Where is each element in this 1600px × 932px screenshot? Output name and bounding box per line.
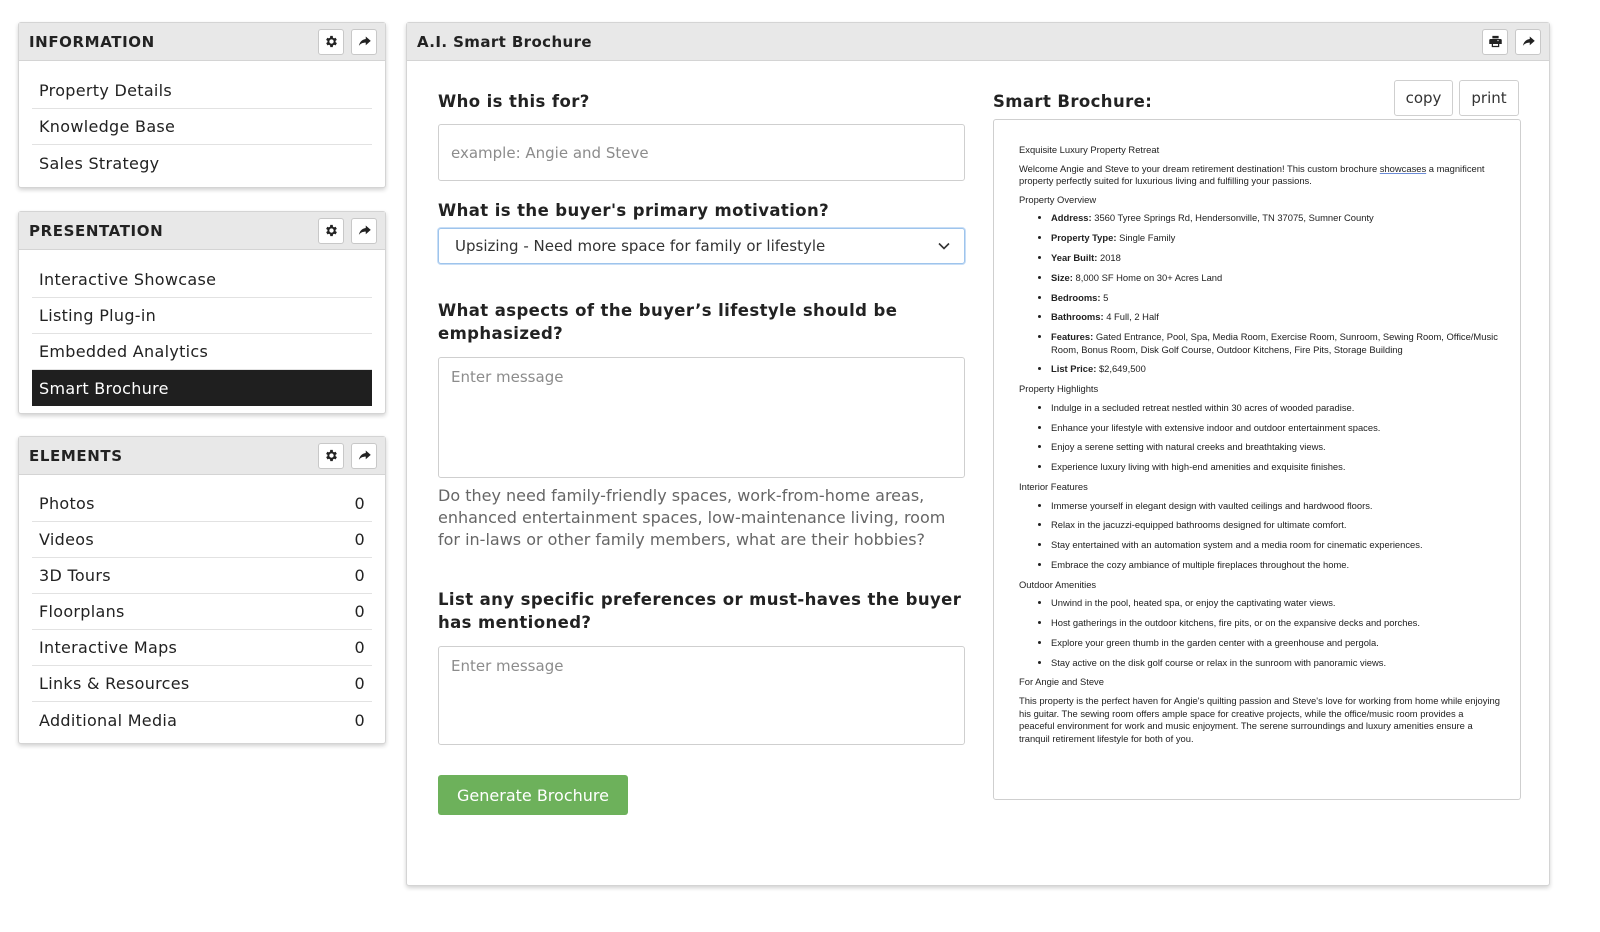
sidebar-item-smart-brochure[interactable] xyxy=(32,370,372,406)
overview-item xyxy=(1051,252,1500,265)
overview-value: Single Family xyxy=(1119,232,1176,244)
highlight-item: • Enhance your lifestyle with extensive indoor and outdoor entertainment spaces. xyxy=(1051,422,1500,435)
element-count: 0 xyxy=(354,638,365,657)
gear-icon xyxy=(324,223,339,238)
sidebar-item-property-details[interactable] xyxy=(32,73,372,109)
question-recipient-label: Who is this for? xyxy=(438,92,590,111)
brochure-intro xyxy=(1019,163,1500,188)
outdoor-item: • Stay active on the disk golf course or relax in the sunroom with panoramic views. xyxy=(1051,657,1500,670)
presentation-header xyxy=(19,212,385,250)
element-item-videos[interactable] xyxy=(32,522,372,558)
lifestyle-helper-text: Do they need family-friendly spaces, work-from-home areas, enhanced entertainment spaces, low-maintenance living, room for in-laws or other family members, what are their hobbies? xyxy=(438,486,946,549)
overview-item xyxy=(1051,331,1500,356)
smart-brochure-panel xyxy=(406,22,1550,886)
smart-brochure-header xyxy=(407,23,1549,61)
brochure-intro-text: a magnificent property perfectly suited for luxurious living and fulfilling your passions. xyxy=(1019,162,1485,187)
chevron-down-icon xyxy=(938,242,950,250)
overview-key: Property Type: xyxy=(1051,232,1117,244)
overview-list xyxy=(1019,212,1500,376)
sidebar-item-label: Knowledge Base xyxy=(39,117,176,136)
outdoor-list xyxy=(1019,597,1500,669)
brochure-output xyxy=(993,119,1521,800)
share-arrow-icon xyxy=(357,34,372,49)
overview-value: 4 Full, 2 Half xyxy=(1106,311,1159,323)
sidebar-item-label: Smart Brochure xyxy=(39,378,169,398)
element-item-links-resources[interactable] xyxy=(32,666,372,702)
sidebar-item-listing-plugin[interactable] xyxy=(32,298,372,334)
overview-value: 8,000 SF Home on 30+ Acres Land xyxy=(1075,271,1223,283)
share-arrow-icon xyxy=(357,223,372,238)
outdoor-item: • Unwind in the pool, heated spa, or enjoy the captivating water views. xyxy=(1051,597,1500,610)
print-button[interactable]: print xyxy=(1459,80,1519,116)
brochure-section-title: Property Highlights xyxy=(1019,383,1099,395)
brochure-section-title: Outdoor Amenities xyxy=(1019,578,1097,590)
panel-title: A.I. Smart Brochure xyxy=(417,32,592,51)
overview-item xyxy=(1051,212,1500,225)
elements-header xyxy=(19,437,385,475)
highlight-item: • Indulge in a secluded retreat nestled within 30 acres of wooded paradise. xyxy=(1051,402,1500,415)
settings-button[interactable] xyxy=(318,218,344,244)
sidebar-item-sales-strategy[interactable] xyxy=(32,145,372,181)
copy-button[interactable]: copy xyxy=(1394,80,1453,116)
brochure-closing: This property is the perfect haven for Angie's quilting passion and Steve's love for working from home while enjoying his guitar. The sewing room offers ample space for creative projects, while the office/music room provides a peaceful environment for work and music enjoyment. The serene surroundings and luxury amenities ensure a tranquil retirement lifestyle for both of you. xyxy=(1019,694,1500,744)
brochure-heading: Exquisite Luxury Property Retreat xyxy=(1019,144,1160,155)
question-preferences-label: List any specific preferences or must-haves the buyer has mentioned? xyxy=(438,590,962,632)
motivation-select[interactable] xyxy=(438,228,965,264)
overview-key: Bathrooms: xyxy=(1051,311,1104,323)
overview-key: Size: xyxy=(1051,271,1073,283)
brochure-intro-link: showcases xyxy=(1379,162,1427,174)
motivation-select-value: Upsizing - Need more space for family or lifestyle xyxy=(455,237,826,255)
element-count: 0 xyxy=(354,674,365,693)
panel-title: INFORMATION xyxy=(29,32,155,51)
brochure-section-title: For Angie and Steve xyxy=(1019,676,1104,688)
output-title: Smart Brochure: xyxy=(993,92,1153,111)
element-label: Videos xyxy=(39,530,94,549)
element-count: 0 xyxy=(354,494,365,513)
print-icon-button[interactable] xyxy=(1482,29,1508,55)
brochure-section-title: Interior Features xyxy=(1019,480,1088,492)
element-item-additional-media[interactable] xyxy=(32,702,372,738)
brochure-section-title: Property Overview xyxy=(1019,193,1097,205)
element-item-floorplans[interactable] xyxy=(32,594,372,630)
overview-item xyxy=(1051,311,1500,324)
lifestyle-textarea[interactable] xyxy=(438,357,965,478)
outdoor-item: • Explore your green thumb in the garden center with a greenhouse and pergola. xyxy=(1051,637,1500,650)
outdoor-item: • Host gatherings in the outdoor kitchens, fire pits, or on the expansive decks and porches. xyxy=(1051,617,1500,630)
printer-icon xyxy=(1488,34,1503,49)
interior-list xyxy=(1019,500,1500,572)
element-item-interactive-maps[interactable] xyxy=(32,630,372,666)
share-arrow-icon xyxy=(1521,34,1536,49)
settings-button[interactable] xyxy=(318,443,344,469)
elements-list xyxy=(19,475,385,746)
panel-title: PRESENTATION xyxy=(29,221,164,240)
element-count: 0 xyxy=(354,602,365,621)
sidebar-item-label: Embedded Analytics xyxy=(39,342,209,361)
element-label: Links & Resources xyxy=(39,674,190,693)
gear-icon xyxy=(324,448,339,463)
sidebar-item-knowledge-base[interactable] xyxy=(32,109,372,145)
question-motivation-label: What is the buyer's primary motivation? xyxy=(438,201,830,220)
overview-item xyxy=(1051,292,1500,305)
overview-key: List Price: xyxy=(1051,363,1097,375)
overview-value: Gated Entrance, Pool, Spa, Media Room, Exercise Room, Sunroom, Sewing Room, Office/Music Room, Bonus Room, Disk Golf Course, Outdoor Kitchens, Fire Pits, Storage Building xyxy=(1051,331,1498,355)
element-count: 0 xyxy=(354,710,365,730)
sidebar-item-label: Sales Strategy xyxy=(39,153,160,173)
overview-value: 5 xyxy=(1103,291,1109,303)
question-lifestyle-label: What aspects of the buyer’s lifestyle should be emphasized? xyxy=(438,301,898,343)
element-label: Additional Media xyxy=(39,710,178,730)
sidebar-item-label: Listing Plug-in xyxy=(39,306,157,325)
recipient-input[interactable] xyxy=(438,124,965,181)
overview-value: 3560 Tyree Springs Rd, Hendersonville, TN 37075, Sumner County xyxy=(1094,212,1374,224)
sidebar-item-label: Interactive Showcase xyxy=(39,270,217,289)
element-label: Photos xyxy=(39,494,95,513)
interior-item: • Stay entertained with an automation system and a media room for cinematic experiences. xyxy=(1051,539,1500,552)
overview-key: Year Built: xyxy=(1051,251,1098,263)
generate-brochure-button[interactable]: Generate Brochure xyxy=(438,775,628,815)
share-button[interactable] xyxy=(351,443,377,469)
settings-button[interactable] xyxy=(318,29,344,55)
presentation-panel xyxy=(18,211,386,414)
element-count: 0 xyxy=(354,530,365,549)
interior-item: • Immerse yourself in elegant design with vaulted ceilings and hardwood floors. xyxy=(1051,500,1500,513)
highlight-item: • Experience luxury living with high-end amenities and exquisite finishes. xyxy=(1051,461,1500,474)
overview-item xyxy=(1051,272,1500,285)
share-button[interactable] xyxy=(351,218,377,244)
information-header xyxy=(19,23,385,61)
element-label: Interactive Maps xyxy=(39,638,178,657)
sidebar-item-label: Property Details xyxy=(39,81,173,100)
element-item-photos[interactable] xyxy=(32,486,372,522)
overview-value: $2,649,500 xyxy=(1098,363,1146,375)
overview-item xyxy=(1051,232,1500,245)
element-label: Floorplans xyxy=(39,602,125,621)
element-label: 3D Tours xyxy=(39,566,111,585)
sidebar-item-interactive-showcase[interactable] xyxy=(32,262,372,298)
share-arrow-icon xyxy=(357,448,372,463)
element-item-3d-tours[interactable] xyxy=(32,558,372,594)
highlights-list xyxy=(1019,402,1500,474)
elements-panel xyxy=(18,436,386,744)
panel-title: ELEMENTS xyxy=(29,446,123,465)
overview-key: Features: xyxy=(1051,331,1094,343)
overview-key: Bedrooms: xyxy=(1051,291,1101,303)
overview-key: Address: xyxy=(1051,212,1092,224)
gear-icon xyxy=(324,34,339,49)
presentation-list xyxy=(19,250,385,414)
element-count: 0 xyxy=(354,566,365,585)
overview-item xyxy=(1051,363,1500,376)
information-list xyxy=(19,61,385,189)
preferences-textarea[interactable] xyxy=(438,646,965,745)
information-panel xyxy=(18,22,386,188)
sidebar-item-embedded-analytics[interactable] xyxy=(32,334,372,370)
brochure-intro-text: Welcome Angie and Steve to your dream retirement destination! This custom brochure xyxy=(1019,162,1380,174)
share-button[interactable] xyxy=(1515,29,1541,55)
highlight-item: • Enjoy a serene setting with natural creeks and breathtaking views. xyxy=(1051,441,1500,454)
share-button[interactable] xyxy=(351,29,377,55)
interior-item: • Embrace the cozy ambiance of multiple fireplaces throughout the home. xyxy=(1051,559,1500,572)
overview-value: 2018 xyxy=(1099,251,1121,263)
interior-item: • Relax in the jacuzzi-equipped bathrooms designed for ultimate comfort. xyxy=(1051,519,1500,532)
